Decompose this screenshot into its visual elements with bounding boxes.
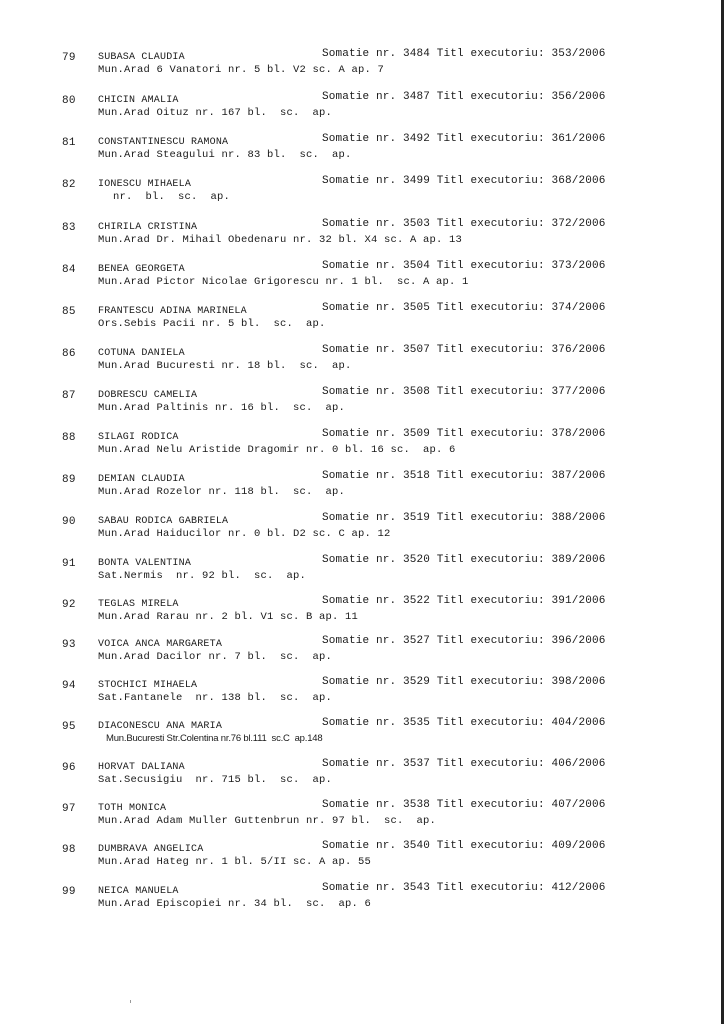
list-item <box>0 174 724 208</box>
entry-number: 89 <box>62 474 76 486</box>
list-item <box>0 47 724 81</box>
list-item <box>0 594 724 628</box>
somatie-info: Somatie nr. 3492 Titl executoriu: 361/2006 <box>322 133 606 145</box>
list-item <box>0 259 724 293</box>
debtor-address: Mun.Arad 6 Vanatori nr. 5 bl. V2 sc. A ap. 7 <box>98 64 385 76</box>
debtor-address: Mun.Arad Adam Muller Guttenbrun nr. 97 bl. sc. ap. <box>98 815 437 827</box>
debtor-name: NEICA MANUELA <box>98 886 179 897</box>
entry-number: 80 <box>62 95 76 107</box>
entry-number: 84 <box>62 264 76 276</box>
list-item <box>0 217 724 251</box>
entry-number: 99 <box>62 886 76 898</box>
entry-number: 98 <box>62 844 76 856</box>
entry-number: 91 <box>62 558 76 570</box>
entry-number: 92 <box>62 599 76 611</box>
debtor-address: Mun.Arad Haiducilor nr. 0 bl. D2 sc. C ap. 12 <box>98 528 391 540</box>
debtor-name: VOICA ANCA MARGARETA <box>98 639 223 650</box>
entry-number: 86 <box>62 348 76 360</box>
debtor-name: COTUNA DANIELA <box>98 348 185 359</box>
debtor-address: Mun.Arad Rarau nr. 2 bl. V1 sc. B ap. 11 <box>98 611 359 623</box>
debtor-name: DUMBRAVA ANGELICA <box>98 844 204 855</box>
debtor-name: DOBRESCU CAMELIA <box>98 390 198 401</box>
entry-number: 88 <box>62 432 76 444</box>
somatie-info: Somatie nr. 3519 Titl executoriu: 388/2006 <box>322 512 606 524</box>
debtor-name: DEMIAN CLAUDIA <box>98 474 185 485</box>
somatie-info: Somatie nr. 3507 Titl executoriu: 376/2006 <box>322 344 606 356</box>
debtor-address: Mun.Arad Dr. Mihail Obedenaru nr. 32 bl. X4 sc. A ap. 13 <box>98 234 463 246</box>
entry-number: 83 <box>62 222 76 234</box>
debtor-address: Mun.Arad Hateg nr. 1 bl. 5/II sc. A ap. 55 <box>98 856 372 868</box>
somatie-info: Somatie nr. 3540 Titl executoriu: 409/2006 <box>322 840 606 852</box>
entry-number: 79 <box>62 52 76 64</box>
somatie-info: Somatie nr. 3535 Titl executoriu: 404/2006 <box>322 717 606 729</box>
list-item <box>0 343 724 377</box>
entry-number: 95 <box>62 721 76 733</box>
list-item <box>0 385 724 419</box>
somatie-info: Somatie nr. 3487 Titl executoriu: 356/2006 <box>322 91 606 103</box>
list-item <box>0 553 724 587</box>
debtor-address: Mun.Arad Nelu Aristide Dragomir nr. 0 bl. 16 sc. ap. 6 <box>98 444 456 456</box>
list-item <box>0 634 724 668</box>
debtor-name: IONESCU MIHAELA <box>98 179 192 190</box>
entry-number: 87 <box>62 390 76 402</box>
debtor-address: Sat.Nermis nr. 92 bl. sc. ap. <box>98 570 307 582</box>
list-item <box>0 798 724 832</box>
entry-number: 93 <box>62 639 76 651</box>
somatie-info: Somatie nr. 3509 Titl executoriu: 378/2006 <box>322 428 606 440</box>
somatie-info: Somatie nr. 3505 Titl executoriu: 374/2006 <box>322 302 606 314</box>
debtor-name: CHIRILA CRISTINA <box>98 222 198 233</box>
debtor-name: STOCHICI MIHAELA <box>98 680 198 691</box>
debtor-address: Mun.Arad Bucuresti nr. 18 bl. sc. ap. <box>98 360 352 372</box>
entry-number: 94 <box>62 680 76 692</box>
debtor-name: CHICIN AMALIA <box>98 95 179 106</box>
list-item <box>0 132 724 166</box>
list-item <box>0 90 724 124</box>
entry-number: 96 <box>62 762 76 774</box>
debtor-address: Mun.Arad Episcopiei nr. 34 bl. sc. ap. 6 <box>98 898 372 910</box>
list-item <box>0 675 724 709</box>
list-item <box>0 469 724 503</box>
debtor-name: TEGLAS MIRELA <box>98 599 179 610</box>
debtor-name: HORVAT DALIANA <box>98 762 185 773</box>
somatie-info: Somatie nr. 3484 Titl executoriu: 353/2006 <box>322 48 606 60</box>
debtor-name: BONTA VALENTINA <box>98 558 192 569</box>
debtor-address: Mun.Arad Paltinis nr. 16 bl. sc. ap. <box>98 402 346 414</box>
list-item <box>0 839 724 873</box>
entry-number: 85 <box>62 306 76 318</box>
somatie-info: Somatie nr. 3499 Titl executoriu: 368/2006 <box>322 175 606 187</box>
debtor-address: Ors.Sebis Pacii nr. 5 bl. sc. ap. <box>98 318 326 330</box>
entry-number: 81 <box>62 137 76 149</box>
debtor-name: SUBASA CLAUDIA <box>98 52 185 63</box>
list-item <box>0 881 724 915</box>
somatie-info: Somatie nr. 3520 Titl executoriu: 389/2006 <box>322 554 606 566</box>
debtor-address: nr. bl. sc. ap. <box>113 191 231 203</box>
debtor-address: Mun.Arad Pictor Nicolae Grigorescu nr. 1 bl. sc. A ap. 1 <box>98 276 469 288</box>
debtor-name: FRANTESCU ADINA MARINELA <box>98 306 247 317</box>
debtor-name: SABAU RODICA GABRIELA <box>98 516 229 527</box>
list-item <box>0 427 724 461</box>
debtor-address: Sat.Secusigiu nr. 715 bl. sc. ap. <box>98 774 333 786</box>
somatie-info: Somatie nr. 3503 Titl executoriu: 372/2006 <box>322 218 606 230</box>
entry-number: 82 <box>62 179 76 191</box>
debtor-name: SILAGI RODICA <box>98 432 179 443</box>
debtor-address: Sat.Fantanele nr. 138 bl. sc. ap. <box>98 692 333 704</box>
somatie-info: Somatie nr. 3543 Titl executoriu: 412/2006 <box>322 882 606 894</box>
somatie-info: Somatie nr. 3518 Titl executoriu: 387/2006 <box>322 470 606 482</box>
list-item <box>0 757 724 791</box>
somatie-info: Somatie nr. 3504 Titl executoriu: 373/2006 <box>322 260 606 272</box>
entry-number: 90 <box>62 516 76 528</box>
scan-speck <box>130 1000 131 1003</box>
debtor-name: BENEA GEORGETA <box>98 264 185 275</box>
debtor-address: Mun.Arad Dacilor nr. 7 bl. sc. ap. <box>98 651 333 663</box>
debtor-address: Mun.Bucuresti Str.Colentina nr.76 bl.111 sc.C ap.148 <box>106 733 323 744</box>
somatie-info: Somatie nr. 3538 Titl executoriu: 407/2006 <box>322 799 606 811</box>
somatie-info: Somatie nr. 3529 Titl executoriu: 398/2006 <box>322 676 606 688</box>
debtor-address: Mun.Arad Rozelor nr. 118 bl. sc. ap. <box>98 486 346 498</box>
list-item <box>0 301 724 335</box>
somatie-info: Somatie nr. 3537 Titl executoriu: 406/2006 <box>322 758 606 770</box>
somatie-info: Somatie nr. 3522 Titl executoriu: 391/2006 <box>322 595 606 607</box>
list-item <box>0 511 724 545</box>
somatie-info: Somatie nr. 3527 Titl executoriu: 396/2006 <box>322 635 606 647</box>
debtor-address: Mun.Arad Oituz nr. 167 bl. sc. ap. <box>98 107 333 119</box>
entry-number: 97 <box>62 803 76 815</box>
debtor-name: DIACONESCU ANA MARIA <box>98 721 223 732</box>
debtor-address: Mun.Arad Steagului nr. 83 bl. sc. ap. <box>98 149 352 161</box>
somatie-info: Somatie nr. 3508 Titl executoriu: 377/2006 <box>322 386 606 398</box>
list-item <box>0 716 724 750</box>
debtor-name: TOTH MONICA <box>98 803 167 814</box>
debtor-name: CONSTANTINESCU RAMONA <box>98 137 229 148</box>
